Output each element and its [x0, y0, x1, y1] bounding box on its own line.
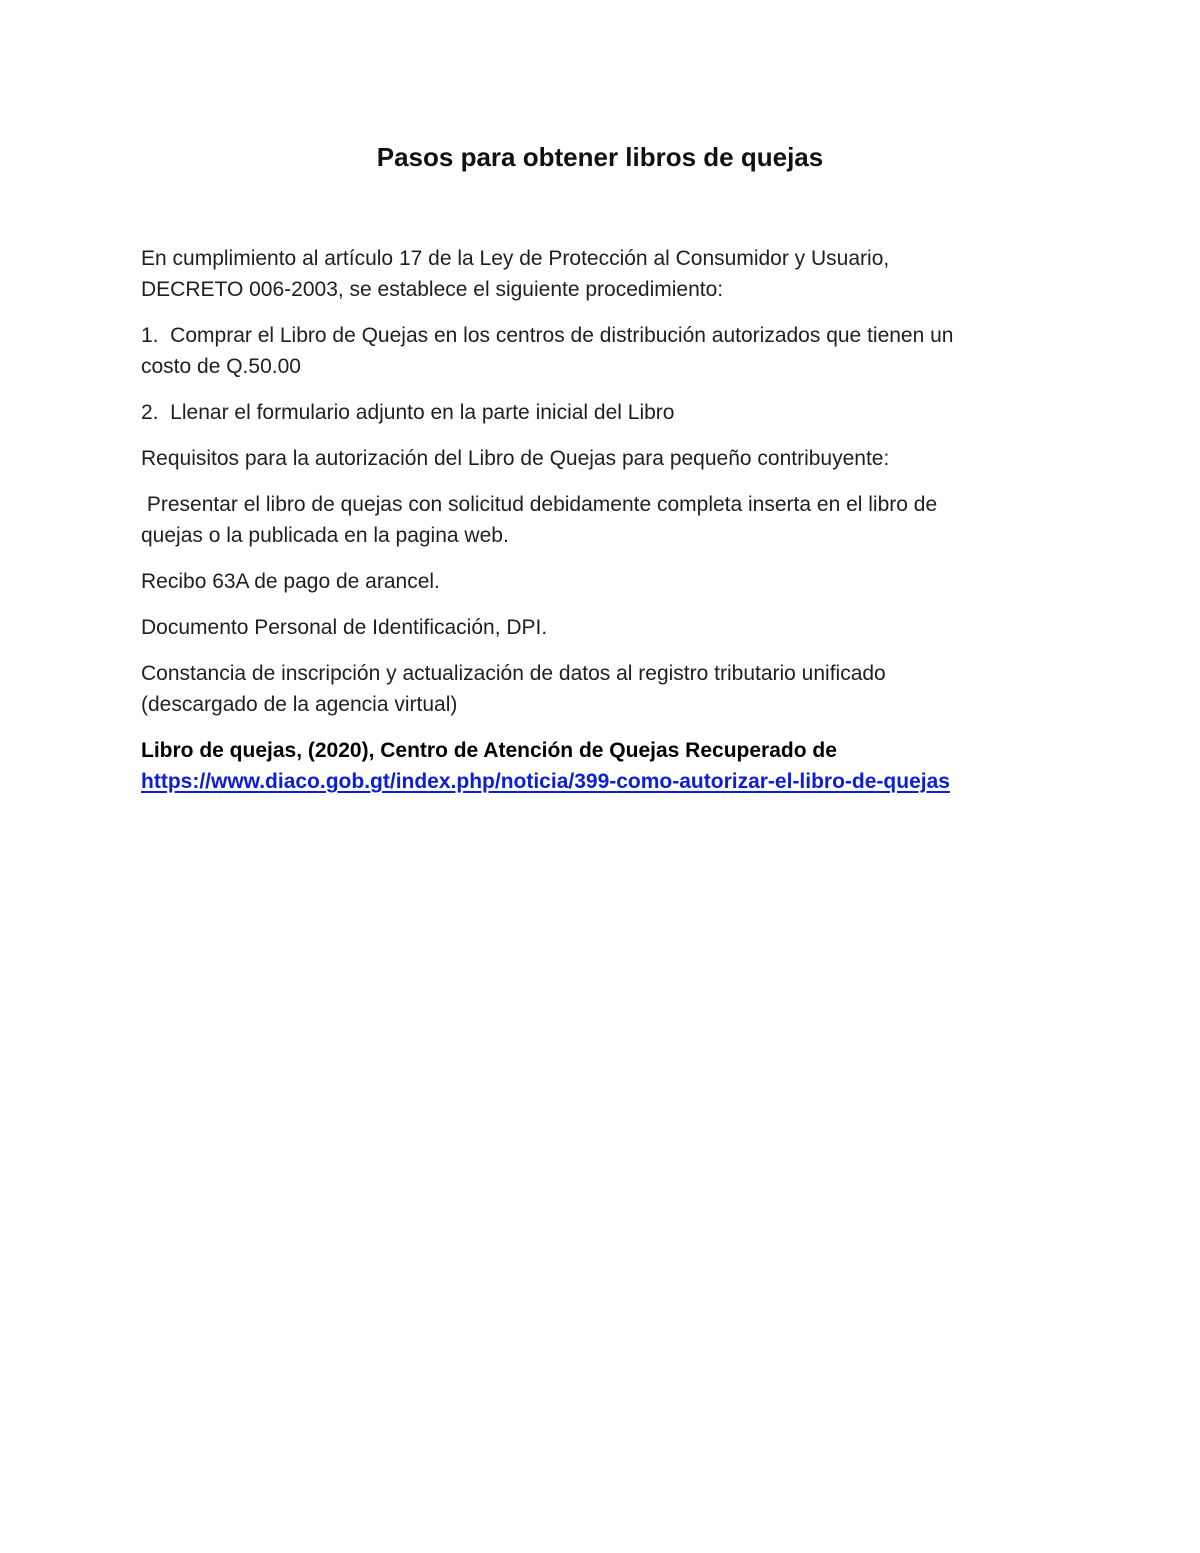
- document-title: Pasos para obtener libros de quejas: [376, 142, 824, 172]
- step-1-line-1: 1. Comprar el Libro de Quejas en los centros de distribución autorizados que tienen un: [141, 324, 954, 347]
- requirement-1-line-1: Presentar el libro de quejas con solicitud debidamente completa inserta en el libro de: [141, 493, 938, 516]
- requirement-3-line-1: Documento Personal de Identificación, DPI.: [141, 616, 548, 639]
- requirement-4: [141, 658, 1061, 720]
- requirement-1: [141, 489, 1061, 551]
- step-2-line-1: 2. Llenar el formulario adjunto en la parte inicial del Libro: [141, 401, 675, 424]
- document-body: [141, 243, 1061, 812]
- reference: [141, 735, 1061, 797]
- intro-line-2: DECRETO 006-2003, se establece el siguiente procedimiento:: [141, 278, 724, 301]
- reference-link[interactable]: https://www.diaco.gob.gt/index.php/noticia/399-como-autorizar-el-libro-de-quejas: [141, 770, 950, 793]
- requirement-1-line-2: quejas o la publicada en la pagina web.: [141, 524, 509, 547]
- intro-line-1: En cumplimiento al artículo 17 de la Ley de Protección al Consumidor y Usuario,: [141, 247, 890, 270]
- requirement-2: [141, 566, 1061, 597]
- requirement-3: [141, 612, 1061, 643]
- requirement-2-line-1: Recibo 63A de pago de arancel.: [141, 570, 440, 593]
- requirement-4-line-1: Constancia de inscripción y actualización de datos al registro tributario unificado: [141, 662, 886, 685]
- requirements-heading: [141, 443, 1061, 474]
- intro-paragraph: [141, 243, 1061, 305]
- step-1: [141, 320, 1061, 382]
- reference-citation: Libro de quejas, (2020), Centro de Atención de Quejas Recuperado de: [141, 739, 837, 762]
- step-2: [141, 397, 1061, 428]
- step-1-line-2: costo de Q.50.00: [141, 355, 301, 378]
- requirement-4-line-2: (descargado de la agencia virtual): [141, 693, 458, 716]
- requirements-heading-text: Requisitos para la autorización del Libro de Quejas para pequeño contribuyente:: [141, 447, 890, 470]
